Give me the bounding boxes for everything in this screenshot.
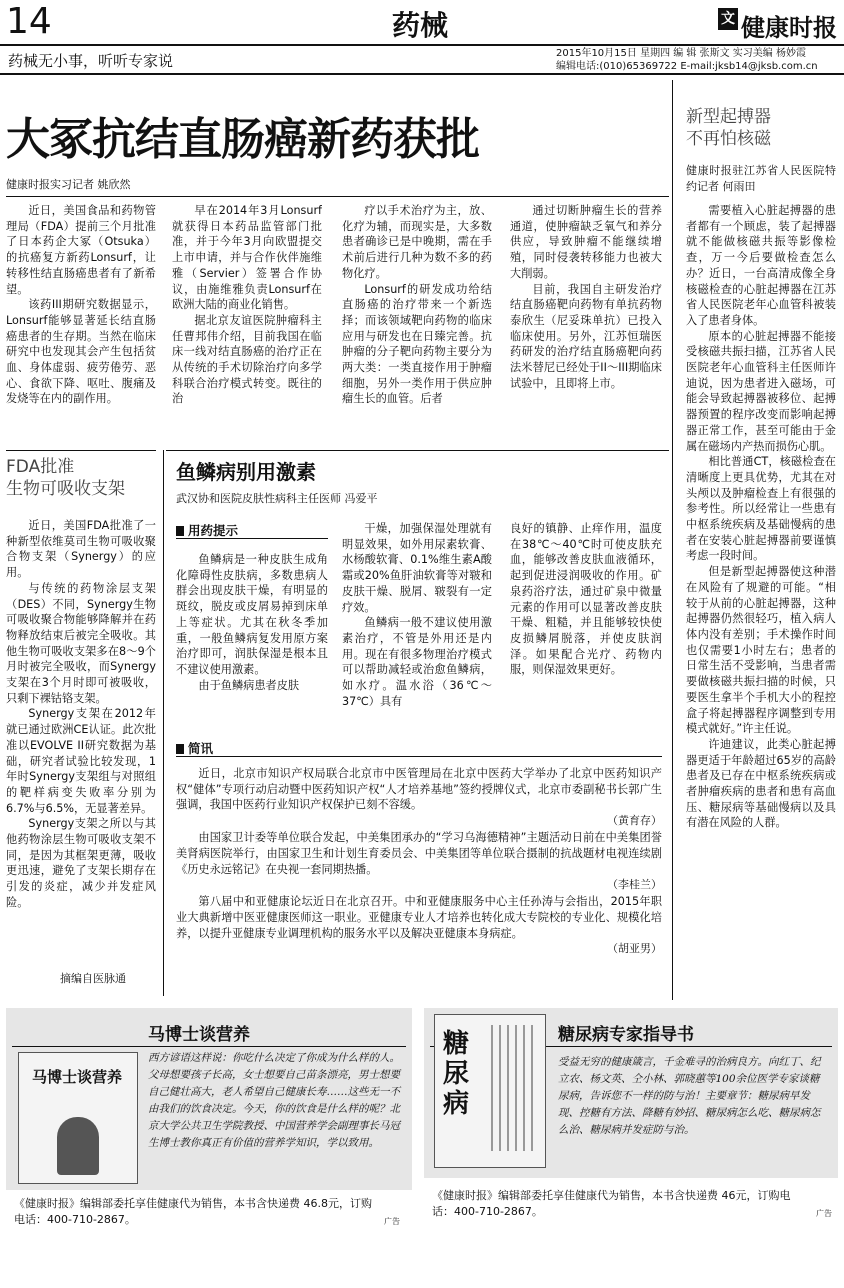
pacemaker-title-line-2: 不再怕核磁 [686,129,771,149]
diabetes-book-title: 糖尿病 [443,1029,470,1119]
lead-column-4 [510,203,662,445]
paragraph: Synergy支架在2012年就已通过欧洲CE认证。此次批准以EVOLVE II研究数据为基础，研究者试验比较发现，1年时Synergy支架组与对照组的靶样病变失败率分别为6.7%与6.5%，无显著差异。 [6,707,156,815]
pacemaker-title [686,106,771,150]
brief-item [176,894,662,956]
paragraph: 相比普通CT，核磁检查在清晰度上更具优势，尤其在对头颅以及肿瘤检查上有很强的参考性。所以经常让一些患有中枢系统疾病及基础慢病的患者在安装心脏起搏器前要谨慎考虑一段时间。 [686,455,836,563]
pacemaker-title-line-1: 新型起搏器 [686,107,771,127]
briefs-rule [176,756,662,757]
briefs-list [176,766,662,996]
ad-nutrition-rule [12,1046,406,1047]
masthead-rule-bottom [0,73,844,75]
diabetes-book-cover [434,1014,546,1168]
tag-underline [176,538,328,539]
paragraph: 近日，美国FDA批准了一种新型依维莫司生物可吸收聚合物支架（Synergy）的应用。 [6,519,156,580]
paragraph: 早在2014年3月Lonsurf就获得日本药品监管部门批准，并于今年3月向欧盟提交上市申请，并与合作伙伴施维雅（Servier）签署合作协议，由施维雅负责Lonsurf在欧洲大陆的商业化销售。 [172,204,322,312]
logo-text: 健康时报 [741,13,837,42]
logo-mark-icon: 文 [718,8,738,30]
ichthyosis-title: 鱼鳞病别用激素 [176,460,316,484]
ad-label: 广告 [816,1209,832,1218]
date-line: 2015年10月15日 星期四 编 辑 张斯文 实习美编 杨妙霞 [556,48,806,59]
fda-rule [6,450,156,451]
paragraph: 鱼鳞病一般不建议使用激素治疗，不管是外用还是内用。现在有很多物理治疗模式可以帮助减轻或治愈鱼鳞病，如水疗。温水浴（36℃～37℃）具有 [342,616,492,708]
section-motto: 药械无小事，听听专家说 [8,52,174,70]
square-bullet-icon [176,744,184,754]
ad-nutrition-desc: 西方谚语这样说：你吃什么决定了你成为什么样的人。父母想要孩子长高，女士想要自己苗条漂亮，男士想要自己健壮高大，老人希望自己健康长寿……这些无一不由我们的饮食决定。今天，你的饮食是什么样的呢？北京大学公共卫生学院教授、中国营养学会副理事长马冠生博士教你真正有价值的营养学知识，学以致用。 [148,1052,400,1149]
section-title: 药械 [392,9,449,42]
paragraph: 需要植入心脏起搏器的患者都有一个顾虑，装了起搏器就不能做核磁共振等影像检查，万一今后要做检查怎么办？近日，一台高清成像全身核磁检查的心脏起搏器在江苏省人民医院老年心血管科被装入了患者身体。 [686,204,836,327]
lead-column-2 [172,203,322,445]
fda-title-line-2: 生物可吸收支架 [6,479,125,499]
paragraph: 据北京友谊医院肿瘤科主任曹邦伟介绍，目前我国在临床一线对结直肠癌的治疗正在从传统的手术切除治疗向多学科联合治疗模式转变。既往的治 [172,313,322,406]
ichthyosis-tag-label: 用药提示 [188,523,239,538]
pacemaker-text [686,203,836,996]
brief-item [176,766,662,828]
brief-text: 近日，北京市知识产权局联合北京市中医管理局在北京中医药大学举办了北京中医药知识产权“健体”专项行动启动暨中医药知识产权“人才培养基地”签约授牌仪式，北京市委副秘书长郭广生强调，我国中医药行业知识产权保护已刻不容缓。 [176,767,662,812]
paragraph: 由于鱼鳞病患者皮肤 [198,678,300,692]
brief-item [176,830,662,892]
ichthyosis-column-1 [176,552,328,724]
brief-text: 第八届中和亚健康论坛近日在北京召开。中和亚健康服务中心主任孙涛与会指出，2015年职业大典新增中医亚健康医师这一职业。亚健康专业人才培养也转化成大专院校的专业化、规模化培养，以提升亚健康专业调理机构的服务水平以及解决亚健康本身病症。 [176,895,662,940]
briefs-tag [176,739,213,757]
paragraph: 原本的心脏起搏器不能接受核磁共振扫描，江苏省人民医院老年心血管科主任医师许迪说，因为患者进入磁场，可能会导致起搏器被移位、起搏器预置的程序改变而影响起搏器正常工作，甚至可能由于金属在磁场内产热而损伤心肌。 [686,329,836,453]
ad-diabetes [424,1008,838,1234]
ichthyosis-column-3: 良好的镇静、止痒作用，温度在38℃～40℃时可使皮肤充血，能够改善皮肤血液循环，起到促进浸润吸收的作用。矿泉药浴疗法，通过矿泉中微量元素的作用可以显著改善皮肤干燥、粗糙，并且能够较快使皮损鳞屑脱落，并使皮肤润泽。如果配合光疗、药物内服，则保湿效果更好。 [510,522,662,677]
contact-line: 编辑电话:(010)65369722 E-mail:jksb14@jksb.com.cn [556,61,818,72]
brief-text: 由国家卫计委等单位联合发起，中美集团承办的“学习乌海德精神”主题活动日前在中美集团誉美肾病医院举行，由国家卫生和计划生育委员会、中美集团等单位联合摄制的抗战题材电视连续剧《历史永远铭记》在央视一套同期热播。 [176,831,662,876]
paragraph: 干燥，加强保湿处理就有明显效果，如外用尿素软膏、水杨酸软膏、0.1%维生素A酸霜或20%鱼肝油软膏等对皲和皮肤干燥、脱屑、皲裂有一定疗效。 [342,522,492,614]
nutrition-book-title: 马博士谈营养 [31,1068,122,1086]
fda-text [6,518,156,952]
ad-diabetes-foot: 《健康时报》编辑部委托享佳健康代为销售，本书含快递费 46元，订购电话：400-710-2867。 [432,1189,791,1218]
paragraph: 许迪建议，此类心脏起搏器更适于年龄超过65岁的高龄患者及已存在中枢系统疾病或者肿瘤疾病的患者和患有高血压、糖尿病等基础慢病以及具有潜在风险的人群。 [686,737,836,830]
paragraph: 但是新型起搏器使这种潜在风险有了规避的可能。“相较于从前的心脏起搏器，这种起搏器仍然很轻巧，植入病人体内没有差别；手术操作时间也仅需要1小时左右；患者的日常生活不受影响，当患者需要做核磁共振扫描的时候，只要医生拿半个手机大小的程控盒子将起搏器程序调整到专用模式就好。”许主任说。 [686,565,836,736]
author-portrait-icon [57,1117,99,1175]
brief-source: （李桂兰） [607,878,662,892]
paragraph: Lonsurf的研发成功给结直肠癌的治疗带来一个新选择；而该领域靶向药物的临床应用与研发也在日臻完善。抗肿瘤的分子靶向药物主要分为两大类：一类直接作用于肿瘤细胞，另外一类作用于供应肿瘤生长的血管。后者 [342,282,492,406]
fda-title-line-1: FDA批准 [6,457,75,477]
paragraph: 疗以手术治疗为主，放、化疗为辅，而现实是，大多数患者确诊已是中晚期，需在手术前后进行几种为数不多的药物化疗。 [342,204,492,280]
paragraph: 该药III期研究数据显示，Lonsurf能够显著延长结直肠癌患者的生存期。当然在临床研究中也发现其会产生包括贫血、身体虚弱、疲劳倦劳、恶心、食欲下降、呕吐、腹痛及发烧等在内的副作用。 [6,298,156,406]
ad-diabetes-title: 糖尿病专家指导书 [558,1025,694,1045]
brief-source: （胡亚男） [607,942,662,956]
paragraph: 目前，我国自主研发治疗结直肠癌靶向药物有单抗药物泰欣生（尼妥珠单抗）已投入临床使用。另外，江苏恒瑞医药研发的治疗结直肠癌靶向药法米替尼已经处于II～III期临床试验中，且即将上市。 [510,282,662,390]
paragraph: 通过切断肿瘤生长的营养通道，使肿瘤缺乏氧气和养分供应，导致肿瘤不能继续增殖，同时侵袭转移能力也被大大削弱。 [510,204,662,280]
lead-byline: 健康时报实习记者 姚欣然 [6,178,131,191]
lead-rule [6,196,669,197]
inner-divider [163,450,164,996]
ad-nutrition-foot: 《健康时报》编辑部委托享佳健康代为销售，本书含快递费 46.8元，订购电话：400-710-2867。 [14,1197,372,1226]
ichthyosis-column-2 [342,521,492,724]
pacemaker-byline: 健康时报驻江苏省人民医院特约记者 何雨田 [686,164,836,193]
square-bullet-icon [176,526,184,536]
page-number: 14 [6,1,52,42]
book-text-lines-icon [491,1025,535,1151]
paragraph: 近日，美国食品和药物管理局（FDA）提前三个月批准了日本药企大冢（Otsuka）的抗癌复方新药Lonsurf，让转移性结直肠癌患者有了新希望。 [6,204,156,296]
newspaper-logo [718,8,837,43]
paragraph: Synergy支架之所以与其他药物涂层生物可吸收支架不同，是因为其框架更薄，吸收更迅速，避免了支架长期存在引发的炎症，减少并发症风险。 [6,817,156,909]
lead-column-1 [6,203,156,445]
lead-column-3 [342,203,492,445]
ad-nutrition [6,1008,412,1234]
masthead-rule [0,44,844,46]
ad-diabetes-desc: 受益无穷的健康箴言，千金难寻的治病良方。向红丁、纪立农、杨文英、仝小林、郭晓蕙等100余位医学专家谈糖尿病，告诉您不一样的防与治！主要章节：糖尿病早发现、控糖有方法、降糖有妙招、糖尿病怎么吃、糖尿病怎么治、糖尿病并发症防与治。 [558,1056,821,1136]
fda-source: 摘编自医脉通 [60,972,126,985]
issue-meta [556,47,818,73]
brief-source: （黄育存） [607,814,662,828]
paragraph: 与传统的药物涂层支架（DES）不同，Synergy生物可吸收聚合物能够降解并在药物释放结束后被完全吸收。其他生物可吸收支架多在8～9个月时被完全吸收，而Synergy支架在3个月时即可被吸收，只剩下裸钴铬支架。 [6,581,156,705]
ad-label: 广告 [384,1217,400,1226]
ichthyosis-tag [176,521,238,539]
ichthyosis-rule [166,450,669,451]
column-divider [672,80,673,1000]
ad-nutrition-title: 马博士谈营养 [148,1025,250,1045]
fda-title [6,456,125,500]
nutrition-book-cover [18,1052,138,1184]
briefs-tag-label: 简讯 [188,741,214,756]
ichthyosis-byline: 武汉协和医院皮肤性病科主任医师 冯爱平 [176,492,378,505]
paragraph: 鱼鳞病是一种皮肤生成角化障碍性皮肤病，多数患病人群会出现皮肤干燥，有明显的斑纹，脱皮或皮屑易掉到床单上等症状。尤其在秋冬季加重，一般鱼鳞病复发用原方案治疗即可，润肤保湿是根本且不建议使用激素。 [176,553,328,676]
lead-headline: 大冢抗结直肠癌新药获批 [6,114,479,165]
